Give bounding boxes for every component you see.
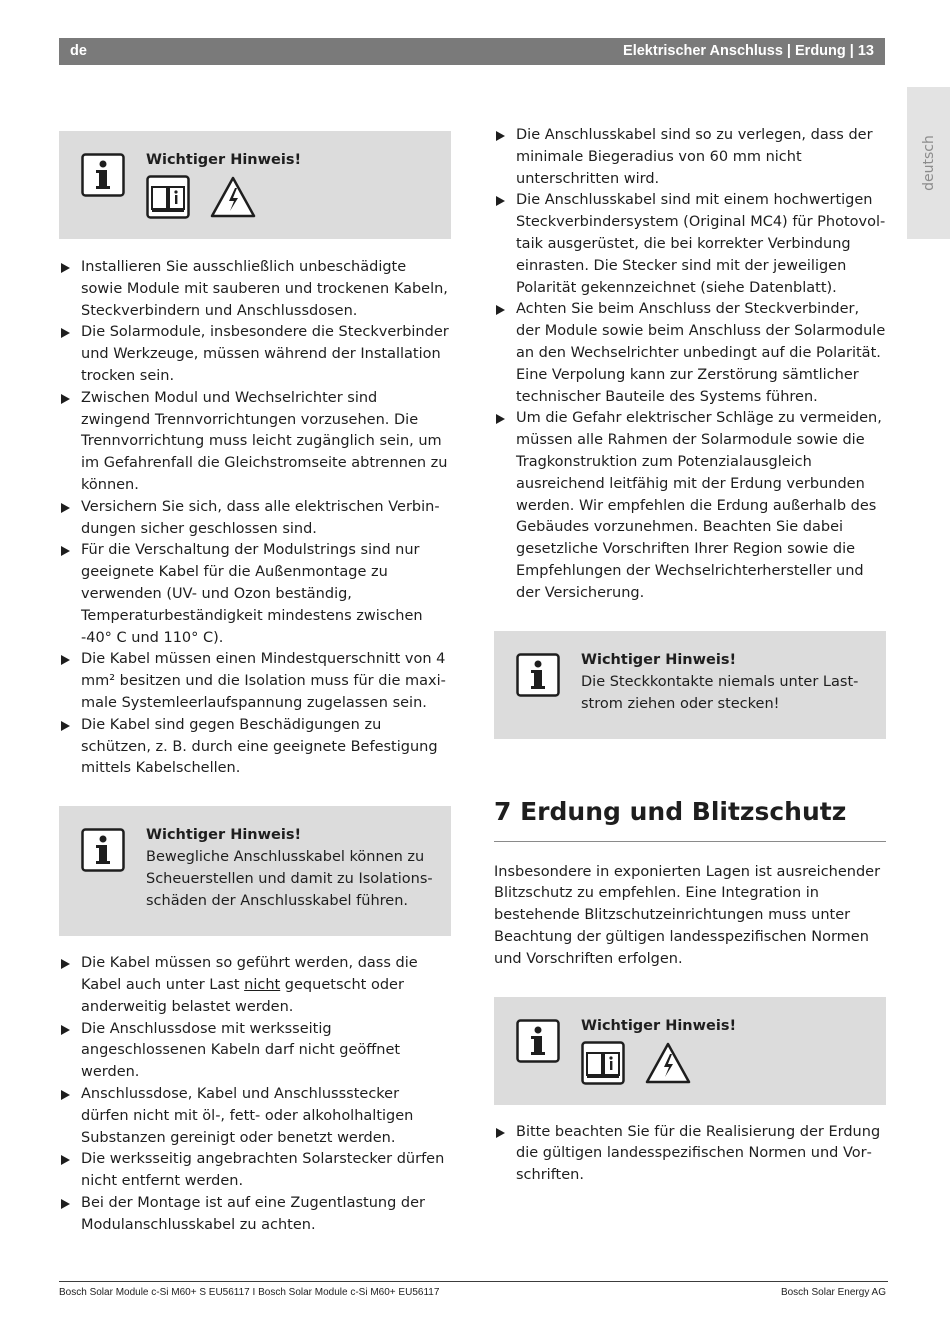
bullet-list-grounding	[494, 1122, 886, 1187]
notice-title: Wichtiger Hinweis!	[581, 651, 737, 668]
list-item: Installieren Sie ausschließlich unbeschädigte sowie Module mit sauberen und trockenen Kabeln, Steckverbindern und Anschlussdosen.	[59, 257, 451, 322]
list-item-text: gequetscht oder anderweitig belastet werden.	[81, 976, 404, 1015]
right-column	[494, 125, 886, 1187]
info-icon	[81, 153, 125, 197]
list-item: Bitte beachten Sie für die Realisierung der Erdung die gültigen landesspezifischen Normen und Vorschriften.	[494, 1122, 886, 1187]
list-item	[59, 953, 451, 1018]
notice-title: Wichtiger Hinweis!	[146, 827, 302, 844]
list-item: Die Anschlusskabel sind so zu verlegen, dass der minimale Biegeradius von 60 mm nicht unterschritten wird.	[494, 125, 886, 190]
bullet-list-connection	[494, 125, 886, 605]
list-item: Zwischen Modul und Wechselrichter sind zwingend Trennvorrichtungen vorzusehen. Die Trennvorrichtung muss leicht zugänglich sein, um im Gefahrenfall die Gleichstromseite abtrennen zu können.	[59, 388, 451, 497]
notice-box-cable-abrasion	[59, 806, 451, 936]
notice-icons	[146, 175, 435, 219]
list-item: Die Anschlussdose mit werksseitig angeschlossenen Kabeln darf nicht geöffnet werden.	[59, 1019, 451, 1084]
info-icon	[516, 653, 560, 697]
list-item: Die Solarmodule, insbesondere die Steckverbinder und Werkzeuge, müssen während der Installation trocken sein.	[59, 322, 451, 387]
notice-text: Die Steckkontakte niemals unter Laststrom ziehen oder stecken!	[581, 673, 859, 712]
manual-icon	[581, 1041, 625, 1085]
notice-title: Wichtiger Hinweis!	[146, 152, 302, 168]
manual-icon	[146, 175, 190, 219]
list-item: Bei der Montage ist auf eine Zugentlastung der Modulanschlusskabel zu achten.	[59, 1193, 451, 1237]
list-item: Die Kabel sind gegen Beschädigungen zu schützen, z. B. durch eine geeignete Befestigung mittels Kabelschellen.	[59, 715, 451, 780]
electrical-hazard-icon	[210, 175, 256, 219]
emphasis-underlined: nicht	[244, 976, 281, 993]
running-header: Elektrischer Anschluss | Erdung | 13	[623, 43, 874, 59]
list-item-text: Die Kabel müssen so geführt werden, dass die Kabel auch unter Last	[81, 955, 418, 993]
bullet-list-installation	[59, 257, 451, 780]
notice-box-manual-hazard	[59, 131, 451, 239]
language-code: de	[70, 43, 87, 59]
header-bar	[59, 38, 885, 65]
chapter-title: 7 Erdung und Blitzschutz	[494, 797, 886, 842]
list-item: Um die Gefahr elektrischer Schläge zu vermeiden, müssen alle Rahmen der Solarmodule sowie die Tragkonstruktion zum Potenzialausgleich ausreichend leitfähig mit der Erdung verbunden werden. Wir empfehlen die Erdung außerhalb des Gebäudes vorzunehmen. Beachten Sie dabei gesetzliche Vorschriften Ihrer Region sowie die Empfehlungen der Wechselrichterhersteller und der Versicherung.	[494, 408, 886, 604]
notice-box-contacts	[494, 631, 886, 739]
list-item: Die Kabel müssen einen Mindestquerschnitt von 4 mm² besitzen und die Isolation muss für die maximale Systemleerlaufspannung zugelassen sein.	[59, 649, 451, 714]
notice-title: Wichtiger Hinweis!	[581, 1017, 737, 1034]
notice-text: Bewegliche Anschlusskabel können zu Scheuerstellen und damit zu Isolationsschäden der Anschlusskabel führen.	[146, 849, 433, 910]
footer-product-names: Bosch Solar Module c-Si M60+ S EU56117 I Bosch Solar Module c-Si M60+ EU56117	[59, 1287, 440, 1298]
chapter-paragraph: Insbesondere in exponierten Lagen ist ausreichender Blitzschutz zu empfehlen. Eine Integration in bestehende Blitzschutzeinrichtungen muss unter Beachtung der gültigen landesspezifischen Normen und Vorschriften erfolgen.	[494, 863, 881, 967]
footer-divider	[59, 1281, 888, 1282]
list-item: Anschlussdose, Kabel und Anschlussstecker dürfen nicht mit öl-, fett- oder alkoholhaltigen Substanzen gereinigt oder benetzt werden.	[59, 1084, 451, 1149]
language-tab	[907, 87, 950, 239]
left-column	[59, 131, 451, 1236]
list-item: Für die Verschaltung der Modulstrings sind nur geeignete Kabel für die Außenmontage zu verwenden (UV- und Ozon beständig, Temperaturbeständigkeit mindestens zwischen -40° C und 110° C).	[59, 540, 451, 649]
notice-icons	[581, 1041, 870, 1085]
list-item: Versichern Sie sich, dass alle elektrischen Verbindungen sicher geschlossen sind.	[59, 497, 451, 541]
footer-company: Bosch Solar Energy AG	[780, 1287, 886, 1298]
list-item: Die werksseitig angebrachten Solarstecker dürfen nicht entfernt werden.	[59, 1149, 451, 1193]
info-icon	[81, 828, 125, 872]
list-item: Die Anschlusskabel sind mit einem hochwertigen Steckverbindersystem (Original MC4) für Photovoltaik ausgerüstet, die bei korrekter Verbindung einrasten. Die Stecker sind mit der jeweiligen Polarität gekennzeichnet (siehe Datenblatt).	[494, 190, 886, 299]
electrical-hazard-icon	[645, 1041, 691, 1085]
bullet-list-cables	[59, 953, 451, 1236]
language-tab-label: deutsch	[920, 135, 937, 191]
notice-box-manual-hazard	[494, 997, 886, 1105]
list-item: Achten Sie beim Anschluss der Steckverbinder, der Module sowie beim Anschluss der Solarmodule an den Wechselrichter unbedingt auf die Polarität. Eine Verpolung kann zur Zerstörung sämtlicher technischer Bauteile des Systems führen.	[494, 299, 886, 408]
info-icon	[516, 1019, 560, 1063]
